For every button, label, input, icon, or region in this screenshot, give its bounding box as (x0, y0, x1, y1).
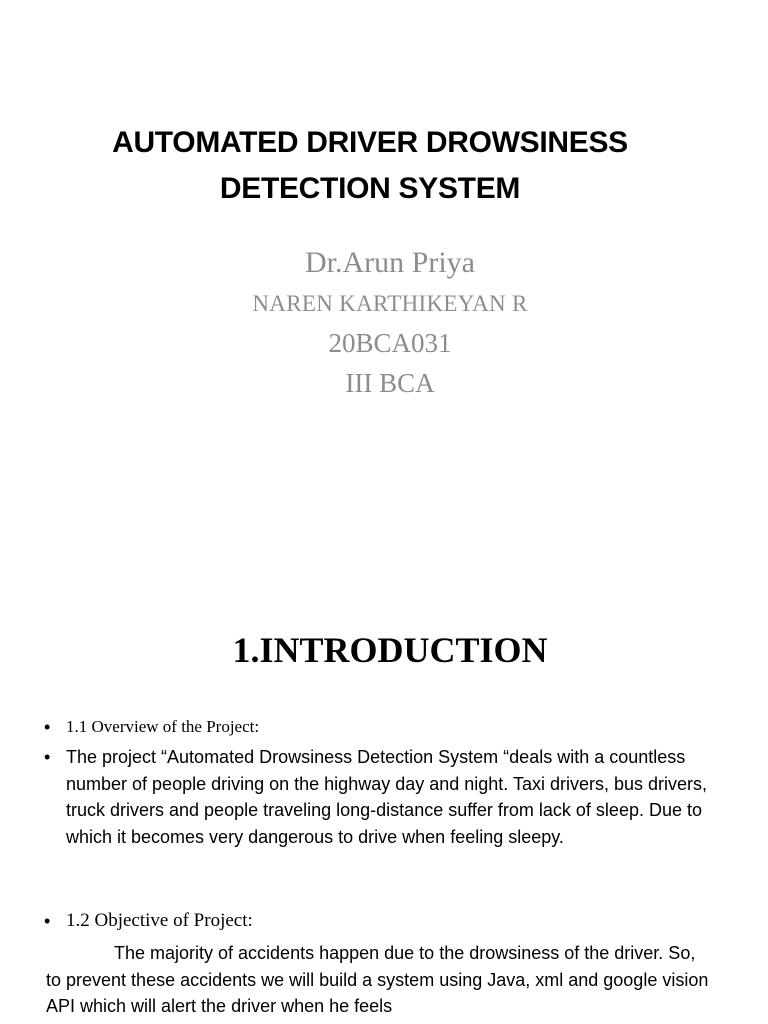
bullet-marker: • (44, 747, 51, 767)
objective-heading: 1.2 Objective of Project: (66, 910, 253, 931)
title-line-1: AUTOMATED DRIVER DROWSINESS (112, 126, 628, 159)
title-line-2: DETECTION SYSTEM (219, 172, 521, 205)
student-id: 20BCA031 (328, 328, 452, 358)
bullet-objective (44, 908, 712, 934)
introduction-slide (0, 560, 768, 1024)
section-heading: 1.INTRODUCTION (232, 630, 548, 670)
bullet-marker: • (44, 911, 51, 931)
overview-heading: 1.1 Overview of the Project: (66, 717, 260, 736)
bullet-marker: • (44, 717, 51, 737)
presenter-name: Dr.Arun Priya (305, 246, 475, 279)
student-class: III BCA (345, 368, 435, 398)
bullet-project-description (44, 744, 712, 850)
slide-title (40, 120, 700, 212)
project-description: The project “Automated Drowsiness Detection System “deals with a countless number of people driving on the highway day and night. Taxi drivers, bus drivers, truck drivers and people traveling long-distance suffer from lack of sleep. Due to which it becomes very dangerous to drive when feeling sleepy. (66, 747, 708, 847)
objective-paragraph: The majority of accidents happen due to the drowsiness of the driver. So, to prevent these accidents we will build a system using Java, xml and google vision API which will alert the driver when he feels (46, 943, 709, 1016)
bullet-overview (44, 714, 712, 740)
student-name: NAREN KARTHIKEYAN R (252, 291, 528, 316)
